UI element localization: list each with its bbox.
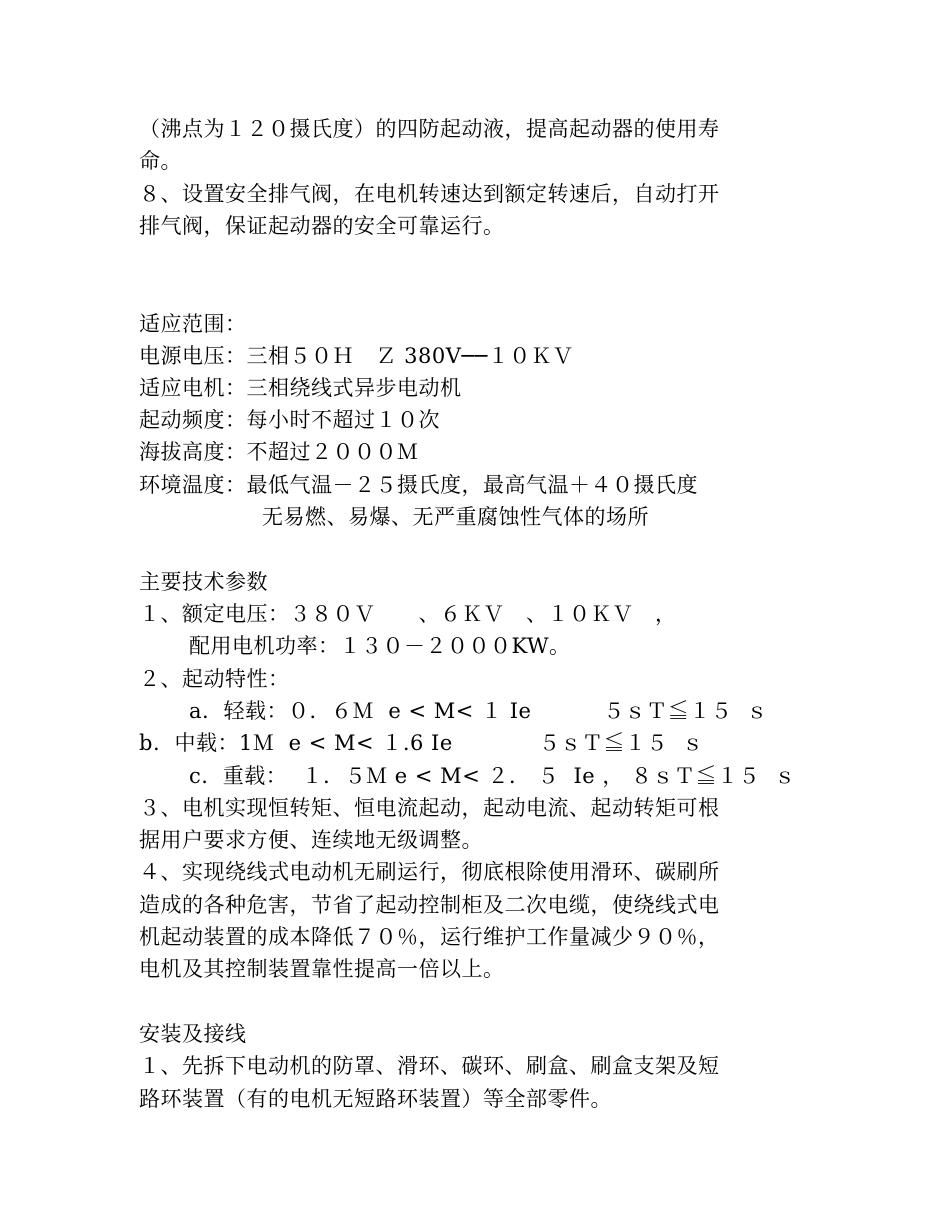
text-line: 海拔高度：不超过２０００Ｍ bbox=[139, 440, 419, 464]
text-line: １、先拆下电动机的防罩、滑环、碳环、刷盒、刷盒支架及短 bbox=[139, 1054, 720, 1078]
text-line: 适应电机：三相绕线式异步电动机 bbox=[139, 376, 462, 400]
text-line: c. 重载： １．５Ｍ e < M< ２． ５ Ie ， ８ｓＴ≦１５ ｓ bbox=[189, 764, 796, 788]
text-line: 命。 bbox=[139, 149, 182, 173]
section-heading: 适应范围： bbox=[139, 312, 247, 336]
section-heading: 安装及接线 bbox=[139, 1022, 247, 1046]
text-line: 配用电机功率：１３０－２０００KW。 bbox=[189, 634, 571, 658]
text-line: 路环装置（有的电机无短路环装置）等全部零件。 bbox=[139, 1087, 612, 1111]
text-line: 据用户要求方便、连续地无级调整。 bbox=[139, 828, 483, 852]
text-line: 无易燃、易爆、无严重腐蚀性气体的场所 bbox=[262, 505, 649, 529]
text-line: １、额定电压：３８０Ｖ 、６ＫＶ 、１０ＫＶ ， bbox=[139, 602, 677, 626]
text-line: 造成的各种危害，节省了起动控制柜及二次电缆，使绕线式电 bbox=[139, 893, 720, 917]
text-line: 环境温度：最低气温－２５摄氏度，最高气温＋４０摄氏度 bbox=[139, 473, 698, 497]
text-line: 排气阀，保证起动器的安全可靠运行。 bbox=[139, 214, 505, 238]
text-line: 起动频度：每小时不超过１０次 bbox=[139, 408, 440, 432]
text-line: ３、电机实现恒转矩、恒电流起动，起动电流、起动转矩可根 bbox=[139, 796, 720, 820]
text-line: ４、实现绕线式电动机无刷运行，彻底根除使用滑环、碳刷所 bbox=[139, 860, 720, 884]
text-line: 机起动装置的成本降低７０％，运行维护工作量减少９０％， bbox=[139, 925, 720, 949]
text-line: a. 轻载：０．６Ｍ e < M< １ Ie ５ｓＴ≦１５ ｓ bbox=[189, 699, 769, 723]
section-heading: 主要技术参数 bbox=[139, 570, 268, 594]
text-line: ８、设置安全排气阀，在电机转速达到额定转速后，自动打开 bbox=[139, 182, 720, 206]
text-line: b. 中载：1Ｍ e < M< １.6 Ie ５ｓＴ≦１５ ｓ bbox=[139, 731, 704, 755]
text-line: 电源电压：三相５０Ｈ Ｚ 380V──１０ＫＶ bbox=[139, 344, 574, 368]
text-line: 电机及其控制装置靠性提高一倍以上。 bbox=[139, 957, 505, 981]
text-line: ２、起动特性： bbox=[139, 667, 290, 691]
text-line: （沸点为１２０摄氏度）的四防起动液，提高起动器的使用寿 bbox=[139, 117, 720, 141]
